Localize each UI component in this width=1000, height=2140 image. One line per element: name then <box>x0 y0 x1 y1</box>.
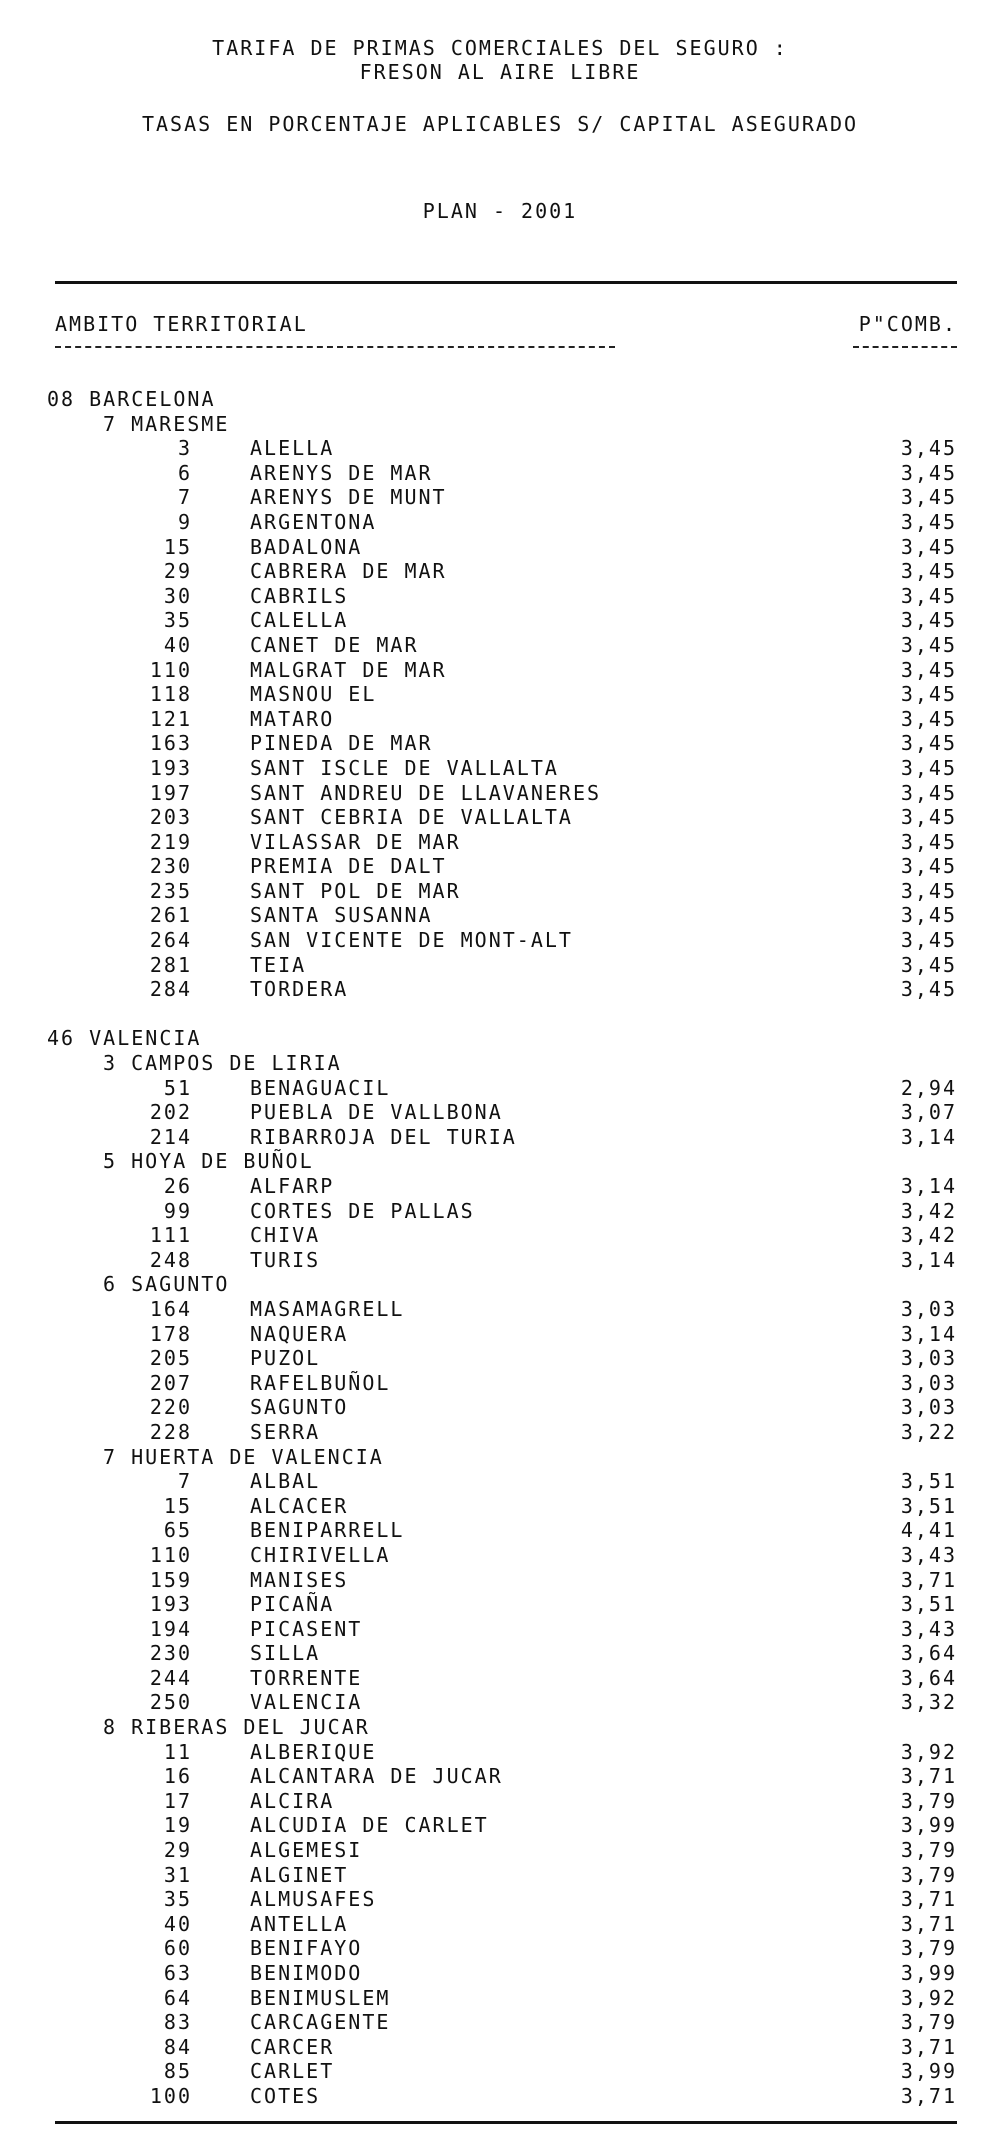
municipality-name: ALCIRA <box>250 1788 335 1813</box>
municipality-name: TEIA <box>250 952 307 977</box>
premium-rate: 3,99 <box>900 1961 957 1985</box>
municipality-name: ALMUSAFES <box>250 1887 377 1912</box>
premium-rate: 3,71 <box>900 1887 957 1912</box>
table-row <box>0 1887 1000 1912</box>
premium-rate: 3,45 <box>900 534 957 559</box>
column-header-ambito: AMBITO TERRITORIAL <box>55 312 308 336</box>
premium-rate: 3,03 <box>900 1296 957 1321</box>
premium-rate: 3,45 <box>900 977 957 1002</box>
table-row <box>0 1420 1000 1445</box>
municipality-name: ALGINET <box>250 1862 349 1887</box>
municipality-code: 118 <box>149 682 192 707</box>
premium-rate: 3,45 <box>900 755 957 780</box>
municipality-name: TORDERA <box>250 977 349 1002</box>
table-row <box>0 1568 1000 1593</box>
table-row <box>0 2035 1000 2060</box>
premium-rate: 3,71 <box>900 1567 957 1592</box>
premium-rate: 3,99 <box>900 1813 957 1838</box>
municipality-name: CORTES DE PALLAS <box>250 1198 475 1223</box>
municipality-name: BENIMODO <box>250 1961 363 1985</box>
premium-rate: 3,51 <box>900 1592 957 1617</box>
municipality-code: 3 <box>177 436 192 461</box>
premium-rate: 3,14 <box>900 1124 957 1149</box>
table-row <box>0 1494 1000 1519</box>
table-row <box>0 879 1000 904</box>
municipality-name: SILLA <box>250 1641 321 1666</box>
province-label: 46 VALENCIA <box>47 1026 202 1051</box>
table-row <box>0 977 1000 1002</box>
table-row <box>0 584 1000 609</box>
table-row <box>0 781 1000 806</box>
table-row <box>0 1617 1000 1642</box>
municipality-name: CHIRIVELLA <box>250 1542 391 1567</box>
table-row <box>0 510 1000 535</box>
municipality-name: BADALONA <box>250 534 363 559</box>
table-row <box>0 658 1000 683</box>
table-row <box>0 1666 1000 1691</box>
municipality-code: 29 <box>163 1838 192 1863</box>
premium-rate: 3,79 <box>900 1838 957 1863</box>
municipality-code: 11 <box>163 1739 192 1764</box>
comarca-label: 7 HUERTA DE VALENCIA <box>103 1444 384 1469</box>
premium-rate: 3,45 <box>900 928 957 953</box>
municipality-code: 15 <box>163 1493 192 1518</box>
table-row <box>0 633 1000 658</box>
municipality-name: TORRENTE <box>250 1665 363 1690</box>
municipality-code: 6 <box>177 460 192 485</box>
premium-rate: 3,79 <box>900 1862 957 1887</box>
premium-rate: 3,45 <box>900 829 957 854</box>
table-row <box>0 1789 1000 1814</box>
bottom-rule <box>55 2121 957 2124</box>
premium-rate: 3,03 <box>900 1370 957 1395</box>
comarca-heading <box>0 1272 1000 1297</box>
premium-rate: 3,22 <box>900 1419 957 1444</box>
table-row <box>0 608 1000 633</box>
premium-rate: 3,92 <box>900 1739 957 1764</box>
municipality-code: 197 <box>149 780 192 805</box>
table-row <box>0 682 1000 707</box>
municipality-code: 164 <box>149 1296 192 1321</box>
province-label: 08 BARCELONA <box>47 387 216 411</box>
premium-rate: 3,45 <box>900 509 957 534</box>
table-row <box>0 1297 1000 1322</box>
comarca-heading <box>0 1445 1000 1470</box>
premium-rate: 3,07 <box>900 1100 957 1125</box>
premium-rate: 3,45 <box>900 682 957 707</box>
municipality-code: 228 <box>149 1419 192 1444</box>
municipality-name: VALENCIA <box>250 1690 363 1715</box>
municipality-code: 284 <box>149 977 192 1002</box>
table-row <box>0 1174 1000 1199</box>
municipality-name: PICAÑA <box>250 1592 335 1617</box>
municipality-code: 219 <box>149 829 192 854</box>
municipality-code: 235 <box>149 878 192 903</box>
premium-rate: 3,92 <box>900 1985 957 2010</box>
table-row <box>0 1100 1000 1125</box>
premium-rate: 3,71 <box>900 2034 957 2059</box>
municipality-code: 178 <box>149 1321 192 1346</box>
table-row <box>0 1469 1000 1494</box>
municipality-name: PREMIA DE DALT <box>250 854 447 879</box>
municipality-code: 159 <box>149 1567 192 1592</box>
table-row <box>0 1322 1000 1347</box>
municipality-name: ARENYS DE MUNT <box>250 485 447 510</box>
municipality-name: CABRERA DE MAR <box>250 559 447 584</box>
premium-rate: 3,45 <box>900 706 957 731</box>
municipality-code: 16 <box>163 1764 192 1789</box>
municipality-code: 30 <box>163 583 192 608</box>
comarca-heading <box>0 1051 1000 1076</box>
comarca-label: 6 SAGUNTO <box>103 1272 230 1297</box>
municipality-code: 84 <box>163 2034 192 2059</box>
table-row <box>0 1838 1000 1863</box>
municipality-name: PUEBLA DE VALLBONA <box>250 1100 503 1125</box>
municipality-code: 60 <box>163 1936 192 1961</box>
premium-rate: 3,45 <box>900 952 957 977</box>
table-row <box>0 1346 1000 1371</box>
title-line-1: TARIFA DE PRIMAS COMERCIALES DEL SEGURO : <box>212 36 788 60</box>
municipality-code: 85 <box>163 2059 192 2084</box>
municipality-code: 7 <box>177 485 192 510</box>
title-line-2: FRESON AL AIRE LIBRE <box>359 60 641 84</box>
premium-rate: 4,41 <box>900 1518 957 1543</box>
premium-rate: 3,45 <box>900 878 957 903</box>
municipality-code: 63 <box>163 1961 192 1985</box>
municipality-name: PUZOL <box>250 1346 321 1371</box>
municipality-code: 40 <box>163 1911 192 1936</box>
table-row <box>0 1912 1000 1937</box>
municipality-name: SANTA SUSANNA <box>250 903 433 928</box>
ambito-underline <box>55 346 615 348</box>
municipality-name: ANTELLA <box>250 1911 349 1936</box>
municipality-name: SERRA <box>250 1419 321 1444</box>
municipality-code: 64 <box>163 1985 192 2010</box>
premium-rate: 3,45 <box>900 805 957 830</box>
municipality-name: COTES <box>250 2083 321 2108</box>
municipality-name: CARCAGENTE <box>250 2010 391 2035</box>
table-row <box>0 756 1000 781</box>
premium-rate: 3,79 <box>900 1788 957 1813</box>
table-row <box>0 830 1000 855</box>
premium-rate: 3,51 <box>900 1469 957 1494</box>
municipality-code: 15 <box>163 534 192 559</box>
premium-rate: 3,45 <box>900 854 957 879</box>
premium-rate: 3,45 <box>900 436 957 461</box>
municipality-name: CANET DE MAR <box>250 632 419 657</box>
table-row <box>0 1863 1000 1888</box>
municipality-code: 250 <box>149 1690 192 1715</box>
premium-rate: 3,45 <box>900 903 957 928</box>
municipality-code: 51 <box>163 1075 192 1100</box>
table-row <box>0 1543 1000 1568</box>
premium-rate: 3,45 <box>900 632 957 657</box>
premium-rate: 3,45 <box>900 583 957 608</box>
municipality-code: 193 <box>149 1592 192 1617</box>
municipality-name: RIBARROJA DEL TURIA <box>250 1124 517 1149</box>
municipality-code: 110 <box>149 1542 192 1567</box>
municipality-code: 203 <box>149 805 192 830</box>
table-row <box>0 731 1000 756</box>
rate-underline <box>853 346 957 348</box>
table-row <box>0 1690 1000 1715</box>
premium-rate: 3,45 <box>900 780 957 805</box>
table-row <box>0 903 1000 928</box>
municipality-code: 83 <box>163 2010 192 2035</box>
premium-rate: 3,45 <box>900 657 957 682</box>
municipality-code: 9 <box>177 509 192 534</box>
table-row <box>0 1764 1000 1789</box>
premium-rate: 2,94 <box>900 1075 957 1100</box>
municipality-code: 111 <box>149 1223 192 1248</box>
table-row <box>0 1076 1000 1101</box>
municipality-name: MASAMAGRELL <box>250 1296 405 1321</box>
premium-rate: 3,42 <box>900 1223 957 1248</box>
table-row <box>0 953 1000 978</box>
premium-rate: 3,43 <box>900 1542 957 1567</box>
municipality-name: ALCACER <box>250 1493 349 1518</box>
subtitle: TASAS EN PORCENTAJE APLICABLES S/ CAPITAL ASEGURADO <box>141 112 859 136</box>
column-header-rate: P"COMB. <box>858 312 957 336</box>
table-row <box>0 854 1000 879</box>
municipality-name: BENIFAYO <box>250 1936 363 1961</box>
municipality-name: RAFELBUÑOL <box>250 1370 391 1395</box>
municipality-name: CHIVA <box>250 1223 321 1248</box>
premium-rate: 3,42 <box>900 1198 957 1223</box>
municipality-name: SANT CEBRIA DE VALLALTA <box>250 805 573 830</box>
premium-rate: 3,03 <box>900 1346 957 1371</box>
municipality-name: TURIS <box>250 1247 321 1272</box>
municipality-code: 35 <box>163 1887 192 1912</box>
municipality-code: 202 <box>149 1100 192 1125</box>
comarca-label: 8 RIBERAS DEL JUCAR <box>103 1715 370 1740</box>
municipality-code: 230 <box>149 854 192 879</box>
municipality-code: 100 <box>149 2083 192 2108</box>
municipality-code: 264 <box>149 928 192 953</box>
premium-rate: 3,71 <box>900 2083 957 2108</box>
premium-rate: 3,79 <box>900 2010 957 2035</box>
comarca-heading <box>0 1149 1000 1174</box>
premium-rate: 3,45 <box>900 559 957 584</box>
comarca-heading <box>0 1715 1000 1740</box>
municipality-code: 220 <box>149 1395 192 1420</box>
municipality-name: CARCER <box>250 2034 335 2059</box>
table-row <box>0 707 1000 732</box>
municipality-name: ALGEMESI <box>250 1838 363 1863</box>
premium-rate: 3,71 <box>900 1764 957 1789</box>
municipality-code: 248 <box>149 1247 192 1272</box>
premium-rate: 3,45 <box>900 460 957 485</box>
table-row <box>0 485 1000 510</box>
municipality-name: ALCUDIA DE CARLET <box>250 1813 489 1838</box>
table-row <box>0 2010 1000 2035</box>
municipality-name: ARGENTONA <box>250 509 377 534</box>
municipality-name: MASNOU EL <box>250 682 377 707</box>
premium-rate: 3,99 <box>900 2059 957 2084</box>
table-row <box>0 1592 1000 1617</box>
municipality-name: ALFARP <box>250 1174 335 1198</box>
municipality-code: 110 <box>149 657 192 682</box>
table-row <box>0 1813 1000 1838</box>
municipality-name: BENIMUSLEM <box>250 1985 391 2010</box>
premium-rate: 3,79 <box>900 1936 957 1961</box>
municipality-name: CABRILS <box>250 583 349 608</box>
table-row <box>0 805 1000 830</box>
province-heading <box>0 1026 1000 1051</box>
municipality-name: SAN VICENTE DE MONT-ALT <box>250 928 573 953</box>
municipality-code: 244 <box>149 1665 192 1690</box>
municipality-code: 17 <box>163 1788 192 1813</box>
municipality-code: 207 <box>149 1370 192 1395</box>
tariff-rows <box>0 387 1000 2109</box>
table-row <box>0 559 1000 584</box>
municipality-code: 281 <box>149 952 192 977</box>
premium-rate: 3,71 <box>900 1911 957 1936</box>
municipality-name: CALELLA <box>250 608 349 633</box>
municipality-name: SANT ISCLE DE VALLALTA <box>250 755 559 780</box>
table-row <box>0 928 1000 953</box>
municipality-name: ALCANTARA DE JUCAR <box>250 1764 503 1789</box>
premium-rate: 3,51 <box>900 1493 957 1518</box>
municipality-name: ALELLA <box>250 436 335 461</box>
municipality-name: SANT POL DE MAR <box>250 878 461 903</box>
table-row <box>0 436 1000 461</box>
province-heading <box>0 387 1000 412</box>
table-row <box>0 1961 1000 1986</box>
table-row <box>0 1125 1000 1150</box>
municipality-code: 7 <box>177 1469 192 1494</box>
premium-rate: 3,32 <box>900 1690 957 1715</box>
premium-rate: 3,45 <box>900 731 957 756</box>
table-row <box>0 1641 1000 1666</box>
premium-rate: 3,45 <box>900 608 957 633</box>
table-row <box>0 535 1000 560</box>
municipality-code: 121 <box>149 706 192 731</box>
municipality-name: ALBAL <box>250 1469 321 1494</box>
table-row <box>0 1986 1000 2011</box>
municipality-name: BENAGUACIL <box>250 1075 391 1100</box>
premium-rate: 3,64 <box>900 1665 957 1690</box>
municipality-name: VILASSAR DE MAR <box>250 829 461 854</box>
premium-rate: 3,14 <box>900 1247 957 1272</box>
comarca-label: 5 HOYA DE BUÑOL <box>103 1149 314 1174</box>
table-row <box>0 1740 1000 1765</box>
municipality-code: 193 <box>149 755 192 780</box>
table-row <box>0 1371 1000 1396</box>
table-row <box>0 2084 1000 2109</box>
table-row <box>0 1248 1000 1273</box>
municipality-name: MANISES <box>250 1567 349 1592</box>
municipality-code: 29 <box>163 559 192 584</box>
top-rule <box>55 281 957 284</box>
municipality-code: 31 <box>163 1862 192 1887</box>
table-row <box>0 1199 1000 1224</box>
municipality-code: 99 <box>163 1198 192 1223</box>
premium-rate: 3,43 <box>900 1616 957 1641</box>
comarca-heading <box>0 412 1000 437</box>
municipality-name: MALGRAT DE MAR <box>250 657 447 682</box>
table-row <box>0 1518 1000 1543</box>
table-row <box>0 1936 1000 1961</box>
municipality-code: 65 <box>163 1518 192 1543</box>
municipality-name: ALBERIQUE <box>250 1739 377 1764</box>
municipality-name: SANT ANDREU DE LLAVANERES <box>250 780 602 805</box>
plan-label: PLAN - 2001 <box>422 199 578 223</box>
municipality-name: ARENYS DE MAR <box>250 460 433 485</box>
premium-rate: 3,14 <box>900 1321 957 1346</box>
municipality-code: 26 <box>163 1174 192 1198</box>
municipality-code: 163 <box>149 731 192 756</box>
premium-rate: 3,03 <box>900 1395 957 1420</box>
premium-rate: 3,14 <box>900 1174 957 1198</box>
table-row <box>0 461 1000 486</box>
premium-rate: 3,64 <box>900 1641 957 1666</box>
municipality-code: 35 <box>163 608 192 633</box>
municipality-code: 40 <box>163 632 192 657</box>
municipality-code: 261 <box>149 903 192 928</box>
comarca-label: 3 CAMPOS DE LIRIA <box>103 1051 342 1076</box>
municipality-name: MATARO <box>250 706 335 731</box>
table-row <box>0 2059 1000 2084</box>
municipality-name: PICASENT <box>250 1616 363 1641</box>
table-row <box>0 1223 1000 1248</box>
municipality-name: BENIPARRELL <box>250 1518 405 1543</box>
municipality-name: CARLET <box>250 2059 335 2084</box>
table-row <box>0 1395 1000 1420</box>
premium-rate: 3,45 <box>900 485 957 510</box>
municipality-code: 214 <box>149 1124 192 1149</box>
municipality-code: 205 <box>149 1346 192 1371</box>
municipality-code: 230 <box>149 1641 192 1666</box>
municipality-name: PINEDA DE MAR <box>250 731 433 756</box>
comarca-label: 7 MARESME <box>103 411 230 436</box>
municipality-name: SAGUNTO <box>250 1395 349 1420</box>
municipality-name: NAQUERA <box>250 1321 349 1346</box>
municipality-code: 19 <box>163 1813 192 1838</box>
municipality-code: 194 <box>149 1616 192 1641</box>
